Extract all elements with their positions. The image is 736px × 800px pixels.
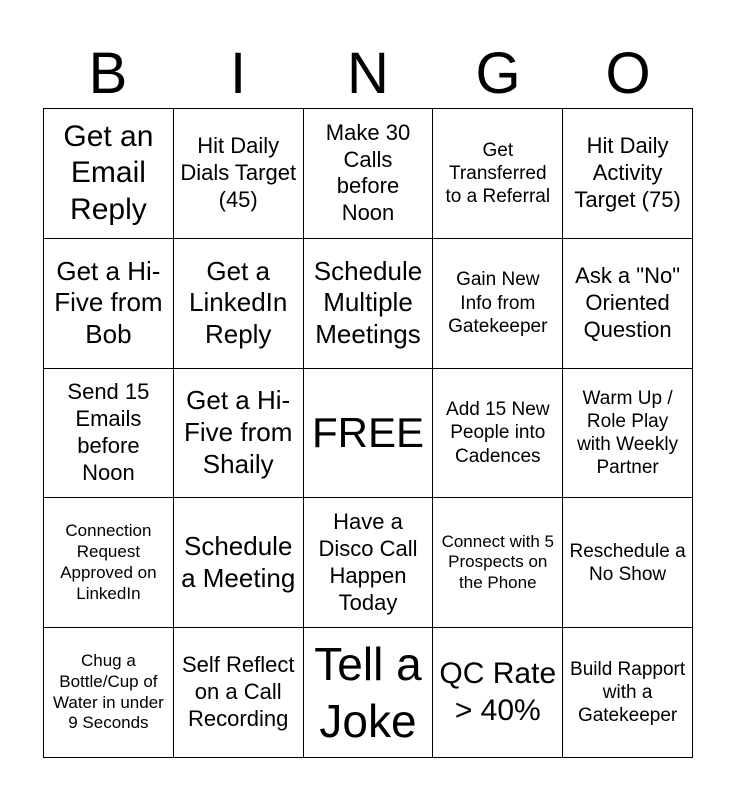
cell-text: Get Transferred to a Referral <box>445 139 551 207</box>
header-letter-i: I <box>229 41 247 106</box>
bingo-cell[interactable] <box>44 239 174 369</box>
cell-text: Reschedule a No Show <box>569 540 686 585</box>
cell-text: Gain New Info from Gatekeeper <box>448 269 548 337</box>
free-space-text: FREE <box>311 409 424 457</box>
bingo-cell[interactable] <box>563 498 693 628</box>
bingo-cell[interactable] <box>433 109 563 239</box>
bingo-cell[interactable] <box>304 628 434 758</box>
cell-text: Get a Hi-Five from Shaily <box>184 385 293 479</box>
bingo-cell[interactable] <box>433 239 563 369</box>
bingo-cell[interactable] <box>304 498 434 628</box>
cell-text: Hit Daily Activity Target (75) <box>574 133 681 212</box>
cell-text: Ask a "No" Oriented Question <box>575 262 681 342</box>
bingo-cell[interactable] <box>174 498 304 628</box>
bingo-header <box>43 40 693 108</box>
cell-text: Build Rapport with a Gatekeeper <box>570 658 686 727</box>
cell-text: Send 15 Emails before Noon <box>67 379 150 485</box>
bingo-cell[interactable] <box>563 369 693 499</box>
bingo-cell[interactable] <box>174 109 304 239</box>
cell-text: Add 15 New People into Cadences <box>446 399 550 467</box>
header-letter-b: B <box>88 41 128 106</box>
bingo-grid <box>43 108 693 758</box>
cell-text: Make 30 Calls before Noon <box>325 119 411 226</box>
bingo-cell[interactable] <box>304 239 434 369</box>
bingo-cell[interactable] <box>174 239 304 369</box>
cell-text: Schedule a Meeting <box>181 531 296 593</box>
bingo-cell[interactable] <box>563 239 693 369</box>
header-letter-o: O <box>605 41 651 106</box>
bingo-cell[interactable] <box>433 628 563 758</box>
bingo-cell[interactable] <box>563 628 693 758</box>
cell-text: Get a Hi-Five from Bob <box>54 255 163 350</box>
cell-text: Connect with 5 Prospects on the Phone <box>441 531 555 593</box>
bingo-cell[interactable] <box>433 498 563 628</box>
cell-text: Schedule Multiple Meetings <box>313 255 423 350</box>
bingo-cell-free[interactable] <box>304 369 434 499</box>
cell-text: Self Reflect on a Call Recording <box>181 652 295 731</box>
cell-text: Connection Request Approved on LinkedIn <box>60 521 157 603</box>
bingo-cell[interactable] <box>44 109 174 239</box>
bingo-cell[interactable] <box>44 628 174 758</box>
header-letter-g: G <box>475 41 521 106</box>
cell-text: Warm Up / Role Play with Weekly Partner <box>577 387 679 479</box>
cell-text: QC Rate > 40% <box>439 657 557 727</box>
cell-text: Get an Email Reply <box>63 119 154 226</box>
cell-text: Have a Disco Call Happen Today <box>318 509 418 615</box>
bingo-cell[interactable] <box>563 109 693 239</box>
bingo-cell[interactable] <box>44 369 174 499</box>
bingo-cell[interactable] <box>433 369 563 499</box>
cell-text: Get a LinkedIn Reply <box>189 255 288 350</box>
bingo-cell[interactable] <box>304 109 434 239</box>
cell-text: Hit Daily Dials Target (45) <box>180 133 297 212</box>
bingo-cell[interactable] <box>174 369 304 499</box>
header-letter-n: N <box>347 41 389 106</box>
bingo-cell[interactable] <box>174 628 304 758</box>
cell-text: Tell a Joke <box>314 638 422 747</box>
cell-text: Chug a Bottle/Cup of Water in under 9 Seconds <box>52 651 164 733</box>
bingo-cell[interactable] <box>44 498 174 628</box>
